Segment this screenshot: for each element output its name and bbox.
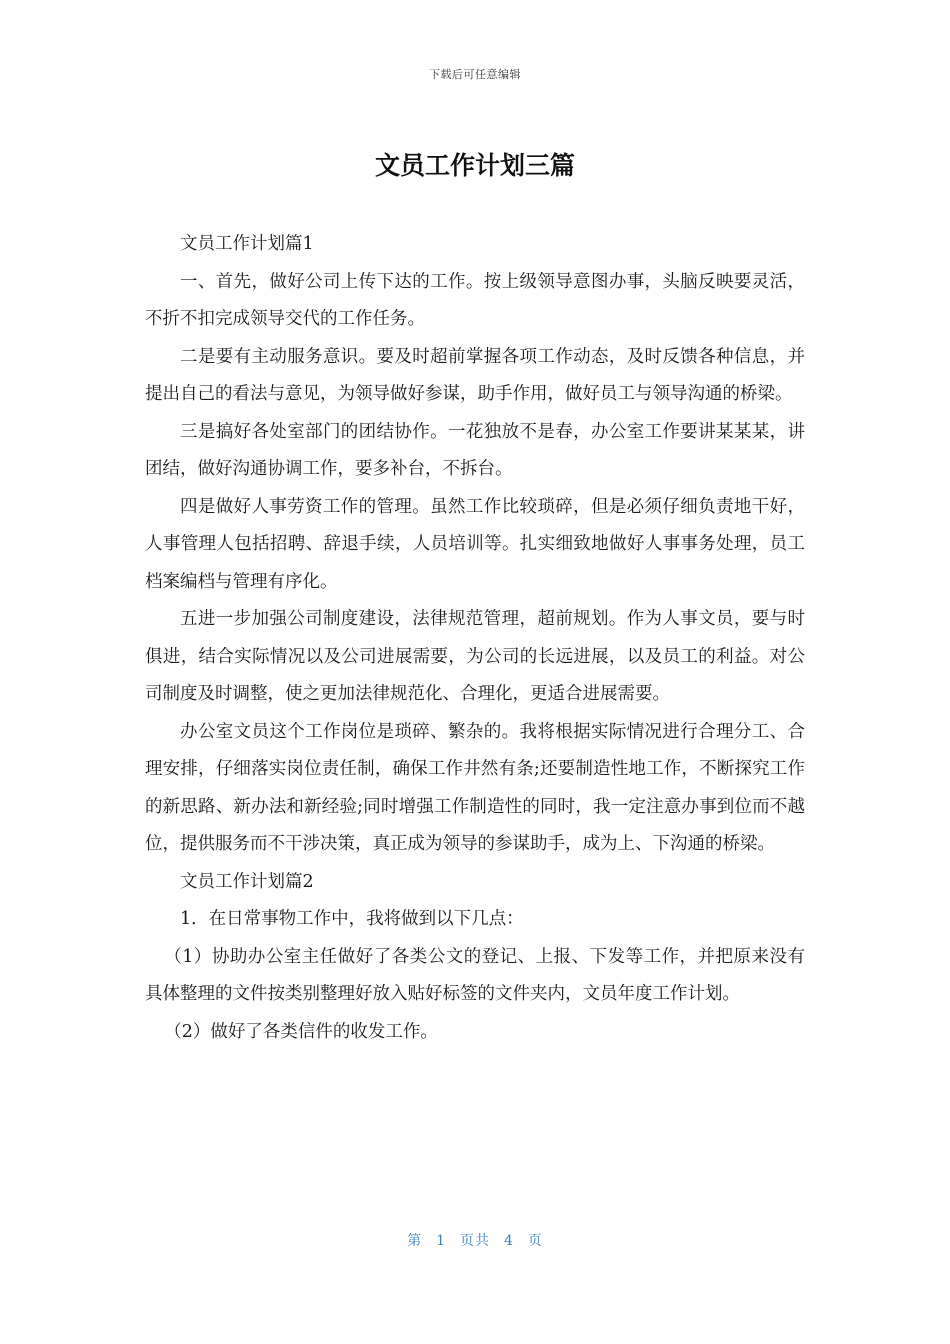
paragraph: 三是搞好各处室部门的团结协作。一花独放不是春，办公室工作要讲某某某，讲团结，做好沟通协调工作，要多补台，不拆台。	[145, 421, 805, 479]
header-note: 下载后可任意编辑	[429, 68, 521, 81]
paragraph: 一、首先，做好公司上传下达的工作。按上级领导意图办事，头脑反映要灵活，不折不扣完成领导交代的工作任务。	[145, 271, 805, 329]
paragraph: 二是要有主动服务意识。要及时超前掌握各项工作动态，及时反馈各种信息，并提出自己的看法与意见，为领导做好参谋，助手作用，做好员工与领导沟通的桥梁。	[145, 346, 805, 404]
paragraph: （1）协助办公室主任做好了各类公文的登记、上报、下发等工作，并把原来没有具体整理的文件按类别整理好放入贴好标签的文件夹内，文员年度工作计划。	[145, 946, 805, 1004]
page-label-suffix: 页	[527, 1233, 543, 1249]
section-heading-1: 文员工作计划篇1	[180, 234, 314, 254]
page-total: 4	[504, 1233, 514, 1249]
page-current: 1	[436, 1233, 446, 1249]
paragraph: 四是做好人事劳资工作的管理。虽然工作比较琐碎，但是必须仔细负责地干好，人事管理人包括招聘、辞退手续，人员培训等。扎实细致地做好人事事务处理，员工档案编档与管理有序化。	[145, 496, 805, 592]
paragraph: 办公室文员这个工作岗位是琐碎、繁杂的。我将根据实际情况进行合理分工、合理安排，仔细落实岗位责任制，确保工作井然有条;还要制造性地工作，不断探究工作的新思路、新办法和新经验;同时增强工作制造性的同时，我一定注意办事到位而不越位，提供服务而不干涉决策，真正成为领导的参谋助手，成为上、下沟通的桥梁。	[145, 721, 805, 854]
document-title: 文员工作计划三篇	[374, 151, 575, 180]
document-body	[145, 226, 805, 1051]
paragraph: （2）做好了各类信件的收发工作。	[164, 1021, 438, 1042]
page-label-mid: 页共	[460, 1233, 490, 1249]
paragraph: 五进一步加强公司制度建设，法律规范管理，超前规划。作为人事文员，要与时俱进，结合实际情况以及公司进展需要，为公司的长远进展，以及员工的利益。对公司制度及时调整，使之更加法律规范化、合理化，更适合进展需要。	[145, 609, 805, 704]
page-footer	[0, 1230, 950, 1250]
page-label-prefix: 第	[407, 1233, 423, 1249]
paragraph: 1．在日常事物工作中，我将做到以下几点：	[180, 909, 524, 929]
section-heading-2: 文员工作计划篇2	[180, 871, 314, 892]
